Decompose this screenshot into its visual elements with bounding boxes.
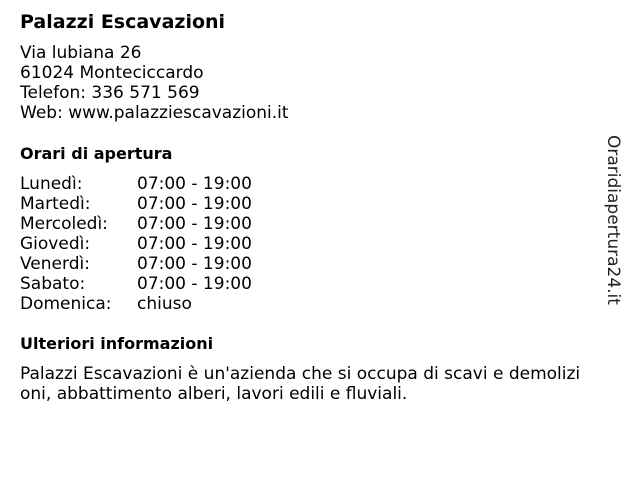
day-label: Martedì: <box>20 194 91 214</box>
day-label: Lunedì: <box>20 174 83 194</box>
hours-row-sunday <box>20 294 252 314</box>
hours-row-thursday <box>20 234 252 254</box>
time-value: 07:00 - 19:00 <box>137 254 252 274</box>
time-value: 07:00 - 19:00 <box>137 274 252 294</box>
hours-row-saturday <box>20 274 252 294</box>
time-value: 07:00 - 19:00 <box>137 214 252 234</box>
address-block <box>20 43 289 123</box>
time-value: 07:00 - 19:00 <box>137 234 252 254</box>
opening-hours-heading: Orari di apertura <box>20 144 173 163</box>
day-label: Mercoledì: <box>20 214 108 234</box>
day-label: Sabato: <box>20 274 86 294</box>
street-address: Via lubiana 26 <box>20 43 142 63</box>
time-value: chiuso <box>137 294 192 314</box>
site-watermark: Oraridiapertura24.it <box>603 135 623 305</box>
hours-row-tuesday <box>20 194 252 214</box>
business-name: Palazzi Escavazioni <box>20 11 226 33</box>
hours-row-wednesday <box>20 214 252 234</box>
opening-hours-table <box>20 174 252 314</box>
business-description: Palazzi Escavazioni è un'azienda che si occupa di scavi e demolizioni, abbattimento alberi, lavori edili e fluviali. <box>20 364 581 404</box>
time-value: 07:00 - 19:00 <box>137 174 252 194</box>
phone-number: Telefon: 336 571 569 <box>20 83 200 103</box>
day-label: Venerdì: <box>20 254 90 274</box>
further-info-heading: Ulteriori informazioni <box>20 334 214 353</box>
postal-city: 61024 Monteciccardo <box>20 63 204 83</box>
day-label: Giovedì: <box>20 234 91 254</box>
time-value: 07:00 - 19:00 <box>137 194 252 214</box>
hours-row-friday <box>20 254 252 274</box>
day-label: Domenica: <box>20 294 112 314</box>
hours-row-monday <box>20 174 252 194</box>
website: Web: www.palazziescavazioni.it <box>20 103 289 123</box>
